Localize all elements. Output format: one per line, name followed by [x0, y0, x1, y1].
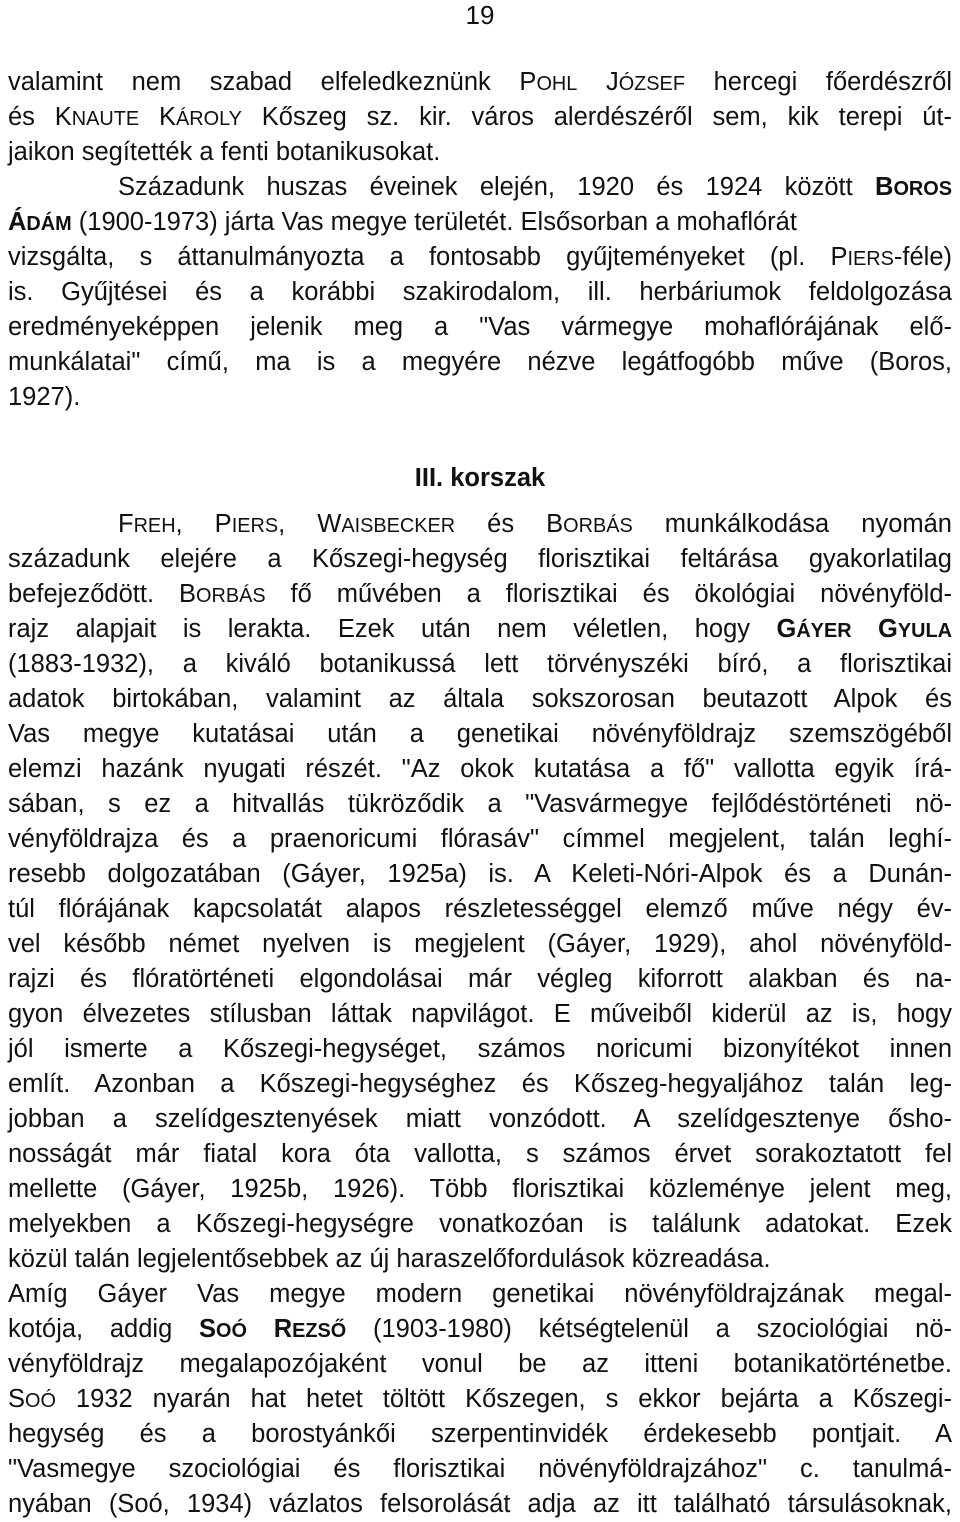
text-run: ORBÁS [563, 515, 633, 537]
text-run: jól ismerte a Kőszegi-hegységet, számos noricumi bizonyítékot innen [8, 1035, 952, 1063]
text-run: gyon élvezetes stílusban láttak napvilágot. E műveiből kiderül az is, hogy [8, 1000, 952, 1028]
text-run: vényföldrajza és a praenoricumi flórasáv" címmel megjelent, talán leghí- [8, 825, 952, 853]
text-run: OHL [536, 73, 578, 95]
page-number: 19 [465, 0, 495, 30]
text-run: mellette (Gáyer, 1925b, 1926). Több florisztikai közleménye jelent meg, [8, 1175, 952, 1203]
text-line [8, 856, 952, 892]
text-run: (1900-1973) járta Vas megye területét. Elsősorban a mohaflórát [71, 208, 797, 236]
text-line [8, 1136, 952, 1172]
text-line [8, 681, 952, 717]
text-line [8, 1451, 952, 1487]
text-line [8, 751, 952, 787]
text-run: eredményeképpen jelenik meg a "Vas vármegye mohaflórájának elő- [8, 313, 952, 341]
text-run: (1903-1980) kétségtelenül a szociológiai nö- [346, 1315, 952, 1343]
text-run: és B [455, 510, 564, 538]
text-line [8, 379, 952, 415]
text-line [8, 1416, 952, 1452]
text-run: K [139, 103, 177, 131]
text-run: ÁYER [796, 620, 852, 642]
text-run: jaikon segítették a fenti botanikusokat. [8, 138, 441, 166]
text-run: AISBECKER [341, 515, 456, 537]
text-run: OÓ [216, 1320, 247, 1342]
text-line [8, 1101, 952, 1137]
text-run: , P [175, 510, 232, 538]
text-run: kotója, addig [8, 1315, 200, 1343]
text-line [8, 309, 952, 345]
text-run: 1927). [8, 383, 81, 411]
text-run: valamint nem szabad elfeledkeznünk [8, 68, 520, 96]
text-line [8, 891, 952, 927]
text-line [8, 1241, 952, 1277]
text-run: nyában (Soó, 1934) vázlatos felsorolását adja az itt található társulásoknak, [8, 1490, 952, 1518]
text-run: munkálkodása nyomán [632, 510, 952, 538]
text-line [8, 1276, 952, 1312]
text-line [8, 274, 952, 310]
text-run: OROS [893, 178, 952, 200]
text-run: P [519, 68, 537, 96]
text-run: elemzi hazánk nyugati részét. "Az okok kutatása a fő" vallotta egyik írá- [8, 755, 952, 783]
text-run: nosságát már fiatal kora óta vallotta, s számos érvet sorakoztatott fel [8, 1140, 952, 1168]
text-run: resebb dolgozatában (Gáyer, 1925a) is. A Keleti-Nóri-Alpok és a Dunán- [8, 860, 952, 888]
text-run: Amíg Gáyer Vas megye modern genetikai növényföldrajzának megal- [8, 1280, 952, 1308]
text-run: REH [133, 515, 176, 537]
text-run: IERS [231, 515, 279, 537]
text-line [8, 204, 952, 240]
text-run: befejeződött. B [8, 580, 196, 608]
text-run: DÁM [26, 213, 72, 235]
text-run: vel később német nyelven is megjelent (Gáyer, 1929), ahol növényföld- [8, 930, 952, 958]
text-run: "Vasmegye szociológiai és florisztikai növényföldrajzához" c. tanulmá- [8, 1455, 952, 1483]
text-line [8, 1031, 952, 1067]
text-run: (1883-1932), a kiváló botanikussá lett törvényszéki bíró, a florisztikai [8, 650, 952, 678]
text-run: Vas megye kutatásai után a genetikai növényföldrajz szemszögéből [8, 720, 952, 748]
text-run: sában, s ez a hitvallás tükröződik a "Vasvármegye fejlődéstörténeti nö- [8, 790, 952, 818]
text-run: rajz alapjait is lerakta. Ezek után nem véletlen, hogy [8, 615, 777, 643]
text-line [8, 1311, 952, 1347]
text-line [8, 576, 952, 612]
text-run: is. Gyűjtései és a korábbi szakirodalom, ill. herbáriumok feldolgozása [8, 278, 952, 306]
text-line [8, 996, 952, 1032]
text-run: hercegi főerdészről [684, 68, 953, 96]
text-line [8, 1066, 952, 1102]
text-run: S [199, 1315, 217, 1343]
text-run: ÓZSEF [618, 73, 685, 95]
text-line [8, 1346, 952, 1382]
text-run: Századunk huszas éveinek elején, 1920 és 1924 között [118, 173, 876, 201]
text-run: NAUTE [71, 108, 140, 130]
text-line [8, 169, 952, 205]
text-run: rajzi és flóratörténeti elgondolásai már végleg kiforrott alakban és na- [8, 965, 952, 993]
text-line [8, 926, 952, 962]
text-line [8, 506, 952, 542]
text-line [8, 961, 952, 997]
text-run: OÓ [25, 1390, 56, 1412]
text-line [8, 64, 952, 100]
text-run: közül talán legjelentősebbek az új haraszelőfordulások közreadása. [8, 1245, 771, 1273]
text-run: J [577, 68, 619, 96]
text-run: századunk elejére a Kőszegi-hegység florisztikai feltárása gyakorlatilag [8, 545, 952, 573]
text-line [8, 541, 952, 577]
text-run: jobban a szelídgesztenyések miatt vonzódott. A szelídgesztenye ősho- [8, 1105, 952, 1133]
text-line [8, 786, 952, 822]
text-run: ORBÁS [196, 585, 266, 607]
text-run: S [8, 1385, 26, 1413]
text-line [8, 716, 952, 752]
text-line [8, 134, 952, 170]
text-line [8, 99, 952, 135]
text-line [8, 646, 952, 682]
text-run: melyekben a Kőszegi-hegységre vonatkozóan is találunk adatokat. Ezek [8, 1210, 952, 1238]
text-run: Kőszeg sz. kir. város alerdészéről sem, kik terepi út- [241, 103, 953, 131]
text-run: említ. Azonban a Kőszegi-hegységhez és Kőszeg-hegyaljához talán leg- [8, 1070, 952, 1098]
text-line [8, 1381, 952, 1417]
text-run: 1932 nyarán hat hetet töltött Kőszegen, s ekkor bejárta a Kőszegi- [55, 1385, 952, 1413]
text-run: vizsgálta, s áttanulmányozta a fontosabb gyűjteményeket (pl. P [8, 243, 848, 271]
text-run: YULA [897, 620, 952, 642]
text-run: G [776, 615, 797, 643]
text-run: vényföldrajz megalapozójaként vonul be az itteni botanikatörténetbe. [8, 1350, 952, 1378]
text-run: EZSŐ [292, 1320, 347, 1342]
text-line [8, 239, 952, 275]
text-line [8, 821, 952, 857]
text-run: munkálatai" című, ma is a megyére nézve legátfogóbb műve (Boros, [8, 348, 952, 376]
text-run: Á [8, 208, 27, 236]
text-run: ÁROLY [176, 108, 242, 130]
section-heading: III. korszak [414, 464, 546, 492]
text-line [8, 1171, 952, 1207]
text-run: túl flórájának kapcsolatát alapos részletességgel elemző műve négy év- [8, 895, 952, 923]
text-line [8, 611, 952, 647]
text-run: hegység és a borostyánkői szerpentinvidék érdekesebb pontjait. A [8, 1420, 952, 1448]
text-line [8, 1206, 952, 1242]
text-run: B [875, 173, 894, 201]
text-run: IERS [847, 248, 894, 270]
text-run: G [851, 615, 898, 643]
text-line [8, 344, 952, 380]
text-run: és K [8, 103, 72, 131]
text-run: -féle) [893, 243, 952, 271]
text-run: R [246, 1315, 293, 1343]
text-run: , W [278, 510, 342, 538]
text-run: fő művében a florisztikai és ökológiai növényföld- [265, 580, 952, 608]
text-run: adatok birtokában, valamint az általa sokszorosan beutazott Alpok és [8, 685, 952, 713]
text-run: F [118, 510, 134, 538]
